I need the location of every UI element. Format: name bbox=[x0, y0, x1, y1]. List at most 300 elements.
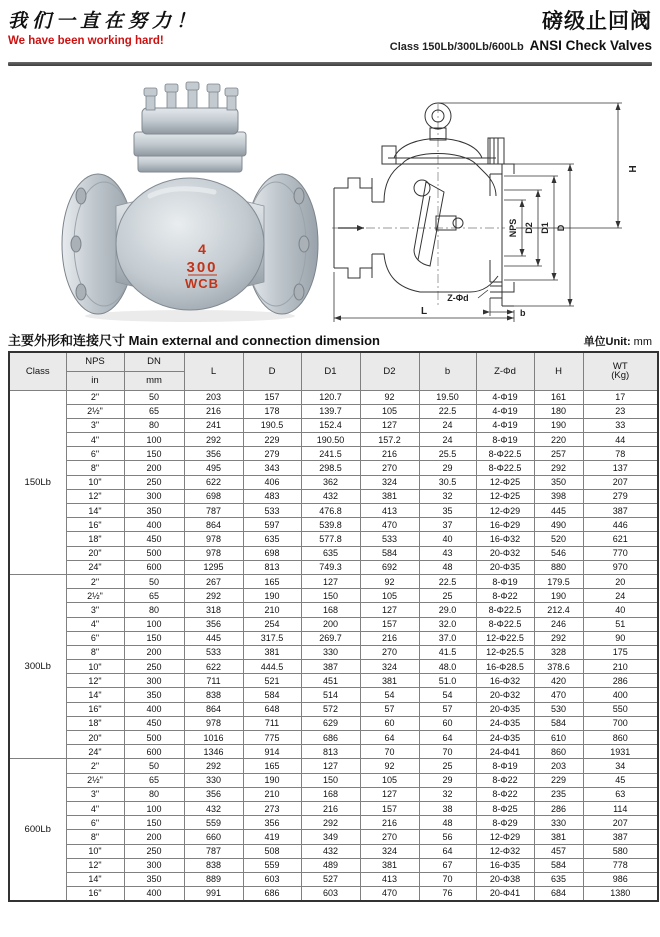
dimension-cell: 2½" bbox=[66, 773, 124, 787]
dimension-cell: 60 bbox=[419, 716, 476, 730]
dimension-cell: 813 bbox=[243, 560, 301, 574]
marking-size: 4 bbox=[198, 241, 206, 257]
table-row bbox=[9, 404, 658, 418]
dimension-cell: 269.7 bbox=[301, 631, 360, 645]
dimension-cell: 54 bbox=[419, 688, 476, 702]
dimension-cell: 330 bbox=[184, 773, 243, 787]
dimension-cell: 14" bbox=[66, 872, 124, 886]
dimension-cell: 54 bbox=[360, 688, 419, 702]
dimension-cell: 387 bbox=[583, 830, 658, 844]
dimension-cell: 457 bbox=[534, 844, 583, 858]
slogan-chinese: 我们一直在努力！ bbox=[8, 10, 201, 32]
table-row bbox=[9, 461, 658, 475]
check-valve-dimension-drawing bbox=[330, 76, 652, 326]
dimension-cell: 50 bbox=[124, 390, 184, 404]
dimension-cell: 100 bbox=[124, 433, 184, 447]
dimension-cell: 700 bbox=[583, 716, 658, 730]
table-row bbox=[9, 872, 658, 886]
dimension-cell: 991 bbox=[184, 887, 243, 901]
dimension-cell: 648 bbox=[243, 702, 301, 716]
dimension-cell: 161 bbox=[534, 390, 583, 404]
dimension-cell: 20-Φ35 bbox=[476, 560, 534, 574]
dimension-cell: 216 bbox=[301, 801, 360, 815]
table-row bbox=[9, 418, 658, 432]
dimension-cell: 292 bbox=[534, 461, 583, 475]
dimension-cell: 127 bbox=[360, 603, 419, 617]
dimension-cell: 286 bbox=[583, 674, 658, 688]
section-header bbox=[8, 330, 652, 349]
dimension-cell: 65 bbox=[124, 589, 184, 603]
dim-label-b: b bbox=[520, 308, 526, 318]
dimension-cell: 210 bbox=[243, 787, 301, 801]
dimension-cell: 157.2 bbox=[360, 433, 419, 447]
dimension-cell: 419 bbox=[243, 830, 301, 844]
dimension-cell: 150 bbox=[301, 589, 360, 603]
dimension-cell: 978 bbox=[184, 546, 243, 560]
dimension-cell: 572 bbox=[301, 702, 360, 716]
dimension-cell: 12" bbox=[66, 489, 124, 503]
header-class: Class bbox=[9, 352, 66, 390]
dimension-cell: 203 bbox=[534, 759, 583, 773]
dimension-cell: 45 bbox=[583, 773, 658, 787]
dimension-cell: 600 bbox=[124, 560, 184, 574]
dimension-cell: 50 bbox=[124, 759, 184, 773]
dimension-cell: 70 bbox=[419, 872, 476, 886]
dimension-cell: 8" bbox=[66, 645, 124, 659]
dimension-cell: 1016 bbox=[184, 731, 243, 745]
dimension-cell: 8-Φ29 bbox=[476, 816, 534, 830]
dimension-cell: 978 bbox=[184, 716, 243, 730]
table-row bbox=[9, 716, 658, 730]
dimension-cell: 8-Φ19 bbox=[476, 574, 534, 588]
dimension-cell: 57 bbox=[419, 702, 476, 716]
dimension-cell: 80 bbox=[124, 418, 184, 432]
dimension-cell: 838 bbox=[184, 858, 243, 872]
dimension-cell: 406 bbox=[243, 475, 301, 489]
dimension-cell: 838 bbox=[184, 688, 243, 702]
dimension-cell: 250 bbox=[124, 844, 184, 858]
dimension-cell: 749.3 bbox=[301, 560, 360, 574]
dimension-cell: 970 bbox=[583, 560, 658, 574]
header-b: b bbox=[419, 352, 476, 390]
header-h: H bbox=[534, 352, 583, 390]
dimension-cell: 12-Φ29 bbox=[476, 504, 534, 518]
table-row bbox=[9, 801, 658, 815]
dimension-cell: 64 bbox=[419, 844, 476, 858]
dimension-cell: 32 bbox=[419, 787, 476, 801]
table-row bbox=[9, 560, 658, 574]
dimension-cell: 229 bbox=[243, 433, 301, 447]
dimension-cell: 470 bbox=[534, 688, 583, 702]
dimension-cell: 4" bbox=[66, 801, 124, 815]
dimension-cell: 152.4 bbox=[301, 418, 360, 432]
dimension-cell: 635 bbox=[534, 872, 583, 886]
dimension-cell: 80 bbox=[124, 603, 184, 617]
dimension-cell: 40 bbox=[419, 532, 476, 546]
table-row bbox=[9, 532, 658, 546]
valve-figures bbox=[8, 66, 652, 326]
dimension-cell: 150 bbox=[124, 816, 184, 830]
dimension-cell: 200 bbox=[124, 461, 184, 475]
header-z: Z-Φd bbox=[476, 352, 534, 390]
dimension-cell: 483 bbox=[243, 489, 301, 503]
header-nps: NPS bbox=[66, 352, 124, 371]
dimension-cell: 300 bbox=[124, 858, 184, 872]
dimension-cell: 150 bbox=[301, 773, 360, 787]
dimension-cell: 65 bbox=[124, 404, 184, 418]
dimension-cell: 580 bbox=[583, 844, 658, 858]
table-row bbox=[9, 589, 658, 603]
dimension-cell: 51 bbox=[583, 617, 658, 631]
dimension-cell: 584 bbox=[243, 688, 301, 702]
dimension-cell: 34 bbox=[583, 759, 658, 773]
dimension-cell: 17 bbox=[583, 390, 658, 404]
dimension-cell: 350 bbox=[124, 688, 184, 702]
dimension-cell: 533 bbox=[360, 532, 419, 546]
dimension-cell: 216 bbox=[184, 404, 243, 418]
dimension-cell: 622 bbox=[184, 660, 243, 674]
dimension-cell: 270 bbox=[360, 461, 419, 475]
table-row bbox=[9, 745, 658, 759]
dimension-cell: 600 bbox=[124, 745, 184, 759]
dimension-cell: 24 bbox=[419, 418, 476, 432]
dimension-cell: 190 bbox=[534, 589, 583, 603]
dimension-cell: 180 bbox=[534, 404, 583, 418]
dimension-cell: 20-Φ32 bbox=[476, 546, 534, 560]
dimension-cell: 324 bbox=[360, 844, 419, 858]
dimension-cell: 550 bbox=[583, 702, 658, 716]
dimension-cell: 12-Φ25 bbox=[476, 489, 534, 503]
header-l: L bbox=[184, 352, 243, 390]
dimension-cell: 165 bbox=[243, 574, 301, 588]
dimension-cell: 90 bbox=[583, 631, 658, 645]
dimension-cell: 318 bbox=[184, 603, 243, 617]
dimension-cell: 12-Φ25.5 bbox=[476, 645, 534, 659]
dimension-cell: 330 bbox=[301, 645, 360, 659]
dimension-cell: 241.5 bbox=[301, 447, 360, 461]
dimension-cell: 684 bbox=[534, 887, 583, 901]
dimension-cell: 14" bbox=[66, 504, 124, 518]
table-row bbox=[9, 631, 658, 645]
dimension-cell: 24" bbox=[66, 745, 124, 759]
dimension-cell: 292 bbox=[534, 631, 583, 645]
dimension-cell: 2" bbox=[66, 759, 124, 773]
dimension-cell: 432 bbox=[301, 489, 360, 503]
dim-label-d1: D1 bbox=[540, 222, 550, 234]
dimension-cell: 33 bbox=[583, 418, 658, 432]
dimension-cell: 35 bbox=[419, 504, 476, 518]
dimension-cell: 38 bbox=[419, 801, 476, 815]
dimension-cell: 16" bbox=[66, 887, 124, 901]
dimension-cell: 25.5 bbox=[419, 447, 476, 461]
dimension-cell: 356 bbox=[184, 617, 243, 631]
dimension-cell: 63 bbox=[583, 787, 658, 801]
dimension-cell: 787 bbox=[184, 504, 243, 518]
table-row bbox=[9, 702, 658, 716]
dimension-cell: 349 bbox=[301, 830, 360, 844]
dim-label-nps: NPS bbox=[508, 218, 518, 238]
dimension-cell: 105 bbox=[360, 589, 419, 603]
dimension-cell: 559 bbox=[243, 858, 301, 872]
dimension-cell: 190 bbox=[534, 418, 583, 432]
dimension-cell: 165 bbox=[243, 759, 301, 773]
dimension-cell: 686 bbox=[243, 887, 301, 901]
dimension-cell: 770 bbox=[583, 546, 658, 560]
dimension-cell: 190.50 bbox=[301, 433, 360, 447]
dimension-cell: 20" bbox=[66, 731, 124, 745]
dim-label-h: H bbox=[626, 165, 637, 173]
dimension-cell: 16-Φ29 bbox=[476, 518, 534, 532]
table-row bbox=[9, 447, 658, 461]
dimension-cell: 292 bbox=[184, 589, 243, 603]
unit-label: 单位Unit: bbox=[583, 336, 631, 348]
dimension-cell: 24 bbox=[583, 589, 658, 603]
product-title-chinese: 磅级止回阀 bbox=[542, 10, 652, 33]
dimension-cell: 4-Φ19 bbox=[476, 404, 534, 418]
dimension-cell: 381 bbox=[360, 858, 419, 872]
dimension-cell: 328 bbox=[534, 645, 583, 659]
header-dn-unit: mm bbox=[124, 371, 184, 390]
dimension-cell: 317.5 bbox=[243, 631, 301, 645]
dimension-cell: 559 bbox=[184, 816, 243, 830]
dimension-cell: 698 bbox=[184, 489, 243, 503]
dimension-cell: 387 bbox=[583, 504, 658, 518]
dimension-cell: 381 bbox=[243, 645, 301, 659]
class-label: 600Lb bbox=[9, 759, 66, 901]
dimension-cell: 400 bbox=[124, 887, 184, 901]
dimension-cell: 200 bbox=[124, 830, 184, 844]
dimension-cell: 51.0 bbox=[419, 674, 476, 688]
dimension-cell: 635 bbox=[243, 532, 301, 546]
dimension-cell: 711 bbox=[184, 674, 243, 688]
table-row bbox=[9, 660, 658, 674]
dimension-cell: 12-Φ22.5 bbox=[476, 631, 534, 645]
dimension-cell: 16-Φ35 bbox=[476, 858, 534, 872]
dimension-cell: 24-Φ35 bbox=[476, 716, 534, 730]
dimension-cell: 273 bbox=[243, 801, 301, 815]
table-row bbox=[9, 475, 658, 489]
dimension-cell: 6" bbox=[66, 816, 124, 830]
dimension-cell: 520 bbox=[534, 532, 583, 546]
dim-label-d2: D2 bbox=[524, 222, 534, 234]
dimension-cell: 584 bbox=[534, 858, 583, 872]
dimension-cell: 210 bbox=[583, 660, 658, 674]
header-wt-unit: (Kg) bbox=[611, 370, 630, 382]
dimension-cell: 8-Φ22.5 bbox=[476, 461, 534, 475]
dimension-cell: 179.5 bbox=[534, 574, 583, 588]
table-row bbox=[9, 489, 658, 503]
table-row bbox=[9, 731, 658, 745]
dimension-cell: 29 bbox=[419, 461, 476, 475]
dimension-cell: 356 bbox=[243, 816, 301, 830]
dimension-cell: 23 bbox=[583, 404, 658, 418]
product-title-english bbox=[390, 37, 652, 55]
dimension-cell: 267 bbox=[184, 574, 243, 588]
dimension-cell: 350 bbox=[124, 872, 184, 886]
dimension-cell: 500 bbox=[124, 731, 184, 745]
dimension-cell: 660 bbox=[184, 830, 243, 844]
dimension-cell: 1380 bbox=[583, 887, 658, 901]
dimension-cell: 350 bbox=[124, 504, 184, 518]
dimension-cell: 508 bbox=[243, 844, 301, 858]
dimension-cell: 241 bbox=[184, 418, 243, 432]
dimension-cell: 1931 bbox=[583, 745, 658, 759]
dimension-cell: 24-Φ41 bbox=[476, 745, 534, 759]
dimension-cell: 212.4 bbox=[534, 603, 583, 617]
product-name: ANSI Check Valves bbox=[529, 38, 652, 53]
dimension-cell: 8" bbox=[66, 461, 124, 475]
dimension-cell: 6" bbox=[66, 447, 124, 461]
dimension-cell: 14" bbox=[66, 688, 124, 702]
dimension-cell: 30.5 bbox=[419, 475, 476, 489]
dimension-cell: 56 bbox=[419, 830, 476, 844]
table-row bbox=[9, 617, 658, 631]
dimension-cell: 127 bbox=[301, 574, 360, 588]
dimension-cell: 356 bbox=[184, 447, 243, 461]
dimension-cell: 378.6 bbox=[534, 660, 583, 674]
dimension-cell: 220 bbox=[534, 433, 583, 447]
dimension-cell: 1346 bbox=[184, 745, 243, 759]
dimension-cell: 20-Φ38 bbox=[476, 872, 534, 886]
dimension-cell: 362 bbox=[301, 475, 360, 489]
dimension-cell: 64 bbox=[360, 731, 419, 745]
dimension-cell: 621 bbox=[583, 532, 658, 546]
dimension-cell: 343 bbox=[243, 461, 301, 475]
pressure-class-range: Class 150Lb/300Lb/600Lb bbox=[389, 41, 524, 53]
dimension-cell: 18" bbox=[66, 532, 124, 546]
product-title-block bbox=[390, 4, 652, 55]
dimension-cell: 92 bbox=[360, 390, 419, 404]
dimension-cell: 860 bbox=[583, 731, 658, 745]
dimension-cell: 168 bbox=[301, 787, 360, 801]
dimension-cell: 78 bbox=[583, 447, 658, 461]
dimension-cell: 398 bbox=[534, 489, 583, 503]
dimension-cell: 813 bbox=[301, 745, 360, 759]
dimension-cell: 2½" bbox=[66, 589, 124, 603]
dimension-cell: 100 bbox=[124, 617, 184, 631]
dimension-cell: 178 bbox=[243, 404, 301, 418]
dimension-cell: 50 bbox=[124, 574, 184, 588]
dimension-cell: 864 bbox=[184, 702, 243, 716]
dimension-cell: 16-Φ32 bbox=[476, 532, 534, 546]
dimension-cell: 300 bbox=[124, 489, 184, 503]
dimension-cell: 190 bbox=[243, 773, 301, 787]
table-row bbox=[9, 773, 658, 787]
dimension-cell: 19.50 bbox=[419, 390, 476, 404]
dimension-cell: 70 bbox=[419, 745, 476, 759]
dimension-cell: 67 bbox=[419, 858, 476, 872]
dimension-cell: 92 bbox=[360, 574, 419, 588]
dimension-cell: 864 bbox=[184, 518, 243, 532]
dimension-cell: 20-Φ32 bbox=[476, 688, 534, 702]
dimension-cell: 603 bbox=[243, 872, 301, 886]
dimension-cell: 127 bbox=[301, 759, 360, 773]
dimension-cell: 292 bbox=[184, 759, 243, 773]
dimension-cell: 25 bbox=[419, 589, 476, 603]
unit-note bbox=[584, 333, 652, 349]
dimension-cell: 25 bbox=[419, 759, 476, 773]
dimension-cell: 70 bbox=[360, 745, 419, 759]
dimension-cell: 24" bbox=[66, 560, 124, 574]
dimension-cell: 120.7 bbox=[301, 390, 360, 404]
marking-material: WCB bbox=[184, 276, 220, 291]
dimension-cell: 76 bbox=[419, 887, 476, 901]
dimension-cell: 20" bbox=[66, 546, 124, 560]
dimension-cell: 292 bbox=[301, 816, 360, 830]
dimension-cell: 216 bbox=[360, 816, 419, 830]
dimension-cell: 105 bbox=[360, 773, 419, 787]
dimension-cell: 4" bbox=[66, 617, 124, 631]
dimension-cell: 8-Φ22 bbox=[476, 773, 534, 787]
dimension-cell: 450 bbox=[124, 716, 184, 730]
table-row bbox=[9, 390, 658, 404]
table-header bbox=[9, 352, 658, 390]
company-slogan bbox=[8, 4, 200, 47]
dimension-cell: 65 bbox=[124, 773, 184, 787]
dimension-cell: 216 bbox=[360, 631, 419, 645]
dimension-cell: 40 bbox=[583, 603, 658, 617]
table-row bbox=[9, 759, 658, 773]
dimension-cell: 10" bbox=[66, 660, 124, 674]
dimension-cell: 270 bbox=[360, 645, 419, 659]
dimension-cell: 6" bbox=[66, 631, 124, 645]
dimension-cell: 787 bbox=[184, 844, 243, 858]
dimension-cell: 12-Φ29 bbox=[476, 830, 534, 844]
dimension-cell: 32.0 bbox=[419, 617, 476, 631]
dimension-cell: 692 bbox=[360, 560, 419, 574]
dimension-cell: 279 bbox=[243, 447, 301, 461]
dimension-cell: 880 bbox=[534, 560, 583, 574]
dimension-cell: 150 bbox=[124, 447, 184, 461]
dimension-cell: 16" bbox=[66, 518, 124, 532]
dimension-cell: 489 bbox=[301, 858, 360, 872]
dimension-cell: 157 bbox=[243, 390, 301, 404]
dimension-cell: 986 bbox=[583, 872, 658, 886]
dimension-cell: 12" bbox=[66, 858, 124, 872]
dimension-cell: 10" bbox=[66, 844, 124, 858]
dimension-cell: 3" bbox=[66, 603, 124, 617]
dimension-cell: 470 bbox=[360, 518, 419, 532]
dimension-cell: 584 bbox=[534, 716, 583, 730]
dimension-cell: 22.5 bbox=[419, 404, 476, 418]
dimension-cell: 12-Φ25 bbox=[476, 475, 534, 489]
dimension-cell: 400 bbox=[124, 702, 184, 716]
dimension-cell: 451 bbox=[301, 674, 360, 688]
unit-value: mm bbox=[633, 336, 652, 348]
header-wt-label: WT bbox=[612, 361, 628, 373]
dimension-cell: 546 bbox=[534, 546, 583, 560]
dimension-cell: 157 bbox=[360, 801, 419, 815]
dimension-cell: 889 bbox=[184, 872, 243, 886]
dimension-cell: 476.8 bbox=[301, 504, 360, 518]
dimension-cell: 635 bbox=[301, 546, 360, 560]
dimension-cell: 10" bbox=[66, 475, 124, 489]
dimension-cell: 450 bbox=[124, 532, 184, 546]
dimension-cell: 8-Φ19 bbox=[476, 433, 534, 447]
dimension-cell: 4-Φ19 bbox=[476, 390, 534, 404]
dimension-cell: 8-Φ25 bbox=[476, 801, 534, 815]
valve-photo bbox=[54, 76, 326, 324]
dimension-table bbox=[8, 351, 659, 902]
dimension-cell: 279 bbox=[583, 489, 658, 503]
dimension-cell: 8" bbox=[66, 830, 124, 844]
dimension-cell: 381 bbox=[534, 830, 583, 844]
dimension-cell: 18" bbox=[66, 716, 124, 730]
dimension-cell: 2" bbox=[66, 390, 124, 404]
dimension-cell: 387 bbox=[301, 660, 360, 674]
header-d2: D2 bbox=[360, 352, 419, 390]
dimension-cell: 210 bbox=[243, 603, 301, 617]
